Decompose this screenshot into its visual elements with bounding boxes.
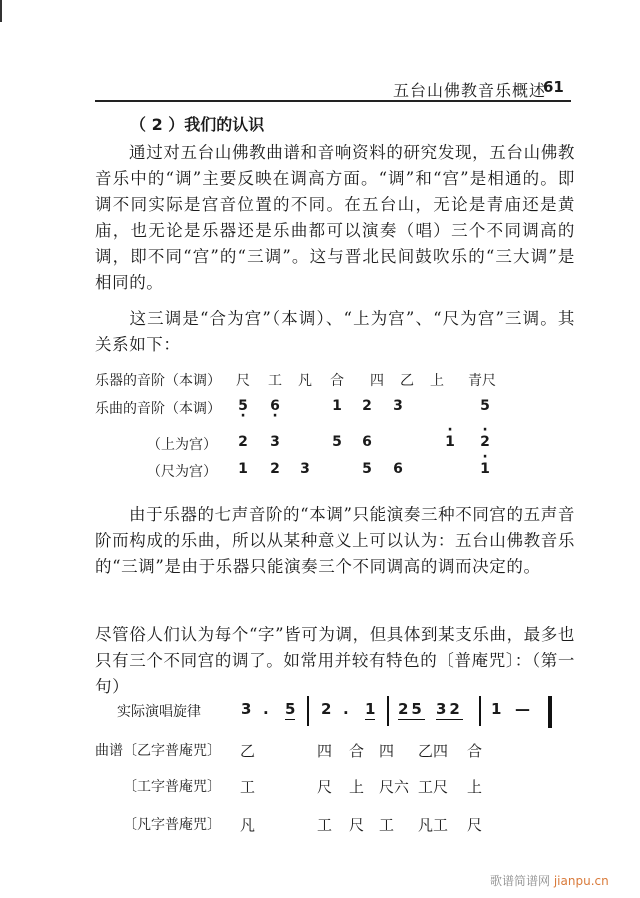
paragraph-4: 尽管俗人们认为每个“字”皆可为调，但具体到某支乐曲，最多也只有三个不同宫的调了。如常用并较有特色的〔普庵咒〕：（第一句） xyxy=(95,625,575,696)
barline xyxy=(307,696,309,726)
header-rule xyxy=(95,100,571,102)
barline xyxy=(479,696,481,726)
melody-line: 实际演唱旋律 3 . 5 2 . 1 25 32 1 — xyxy=(95,696,575,726)
watermark-url: jianpu.cn xyxy=(553,874,609,888)
page-header xyxy=(385,76,575,100)
watermark-site-name: 歌谱简谱网 xyxy=(490,874,551,888)
final-barline xyxy=(548,696,552,728)
paragraph-2: 这三调是“合为宫”（本调）、“上为宫”、“尺为宫”三调。其关系如下： xyxy=(95,309,575,354)
score-row-yi: 曲谱〔乙字普庵咒〕 乙 四 合 四 乙四 合 xyxy=(95,742,483,760)
barline xyxy=(387,696,389,726)
scan-edge-mark xyxy=(0,0,2,22)
page-number: 61 xyxy=(543,78,564,96)
running-title: 五台山佛教音乐概述 xyxy=(393,81,547,100)
paragraph-1: 通过对五台山佛教曲谱和音响资料的研究发现，五台山佛教音乐中的“调”主要反映在调高方面。“调”和“宫”是相通的。即调不同实际是宫音位置的不同。在五台山，无论是青庙还是黄庙，也无论是乐器还是乐曲都可以演奏（唱）三个不同调高的调，即不同“宫”的“三调”。这与晋北民间鼓吹乐的“三大调”是相同的。 xyxy=(95,143,575,292)
section-heading: （ 2 ）我们的认识 xyxy=(130,115,265,134)
melody-label: 实际演唱旋律 xyxy=(117,704,201,720)
paragraph-3: 由于乐器的七声音阶的“本调”只能演奏三种不同宫的五声音阶而构成的乐曲，所以从某种意义上可以认为：五台山佛教音乐的“三调”是由于乐器只能演奏三个不同调高的调而决定的。 xyxy=(95,505,575,576)
score-row-fan: 〔凡字普庵咒〕 凡 工 尺 工 凡工 尺 xyxy=(123,816,483,834)
watermark xyxy=(490,872,609,889)
score-row-gong: 〔工字普庵咒〕 工 尺 上 尺六 工尺 上 xyxy=(123,778,483,796)
